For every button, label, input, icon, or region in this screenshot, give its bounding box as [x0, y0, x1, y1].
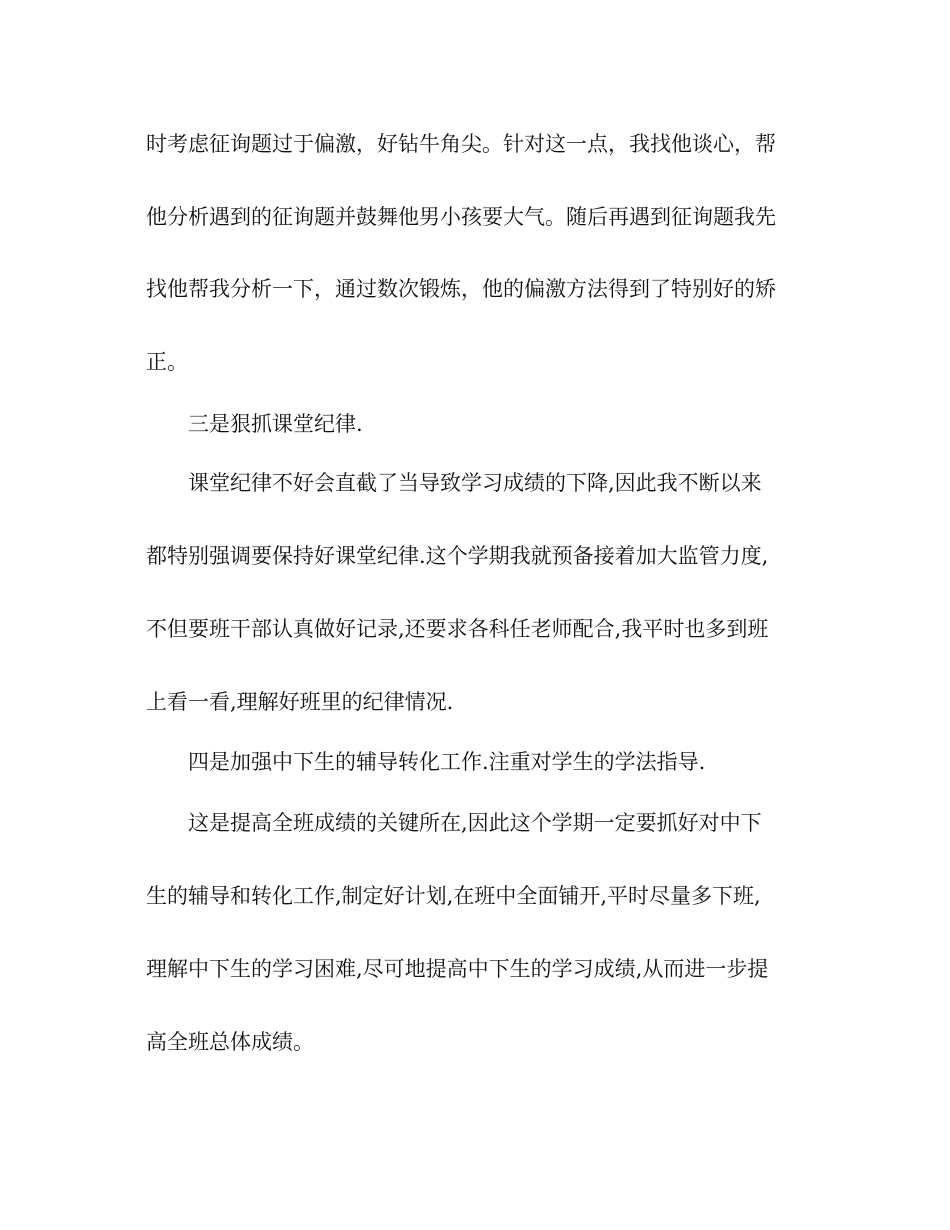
- paragraph-line: 理解中下生的学习困难,尽可地提高中下生的学习成绩,从而进一步提: [146, 957, 769, 981]
- paragraph-line: 生的辅导和转化工作,制定好计划,在班中全面铺开,平时尽量多下班,: [146, 884, 761, 908]
- paragraph-line: 他分析遇到的征询题并鼓舞他男小孩要大气。随后再遇到征询题我先: [146, 205, 776, 229]
- paragraph-line: 时考虑征询题过于偏激，好钻牛角尖。针对这一点，我找他谈心，帮: [146, 132, 776, 156]
- paragraph-line: 正。: [146, 350, 188, 374]
- section-heading: 四是加强中下生的辅导转化工作.注重对学生的学法指导.: [188, 750, 706, 774]
- section-heading: 三是狠抓课堂纪律.: [188, 412, 363, 436]
- paragraph-line: 都特别强调要保持好课堂纪律.这个学期我就预备接着加大监管力度,: [146, 544, 769, 568]
- paragraph-line: 课堂纪律不好会直截了当导致学习成绩的下降,因此我不断以来: [188, 471, 762, 495]
- paragraph-line: 高全班总体成绩。: [146, 1030, 314, 1054]
- paragraph-line: 不但要班干部认真做好记录,还要求各科任老师配合,我平时也多到班: [146, 617, 769, 641]
- paragraph-line: 这是提高全班成绩的关键所在,因此这个学期一定要抓好对中下: [188, 811, 762, 835]
- paragraph-line: 找他帮我分析一下，通过数次锻炼，他的偏激方法得到了特别好的矫: [146, 277, 776, 301]
- paragraph-line: 上看一看,理解好班里的纪律情况.: [146, 690, 454, 714]
